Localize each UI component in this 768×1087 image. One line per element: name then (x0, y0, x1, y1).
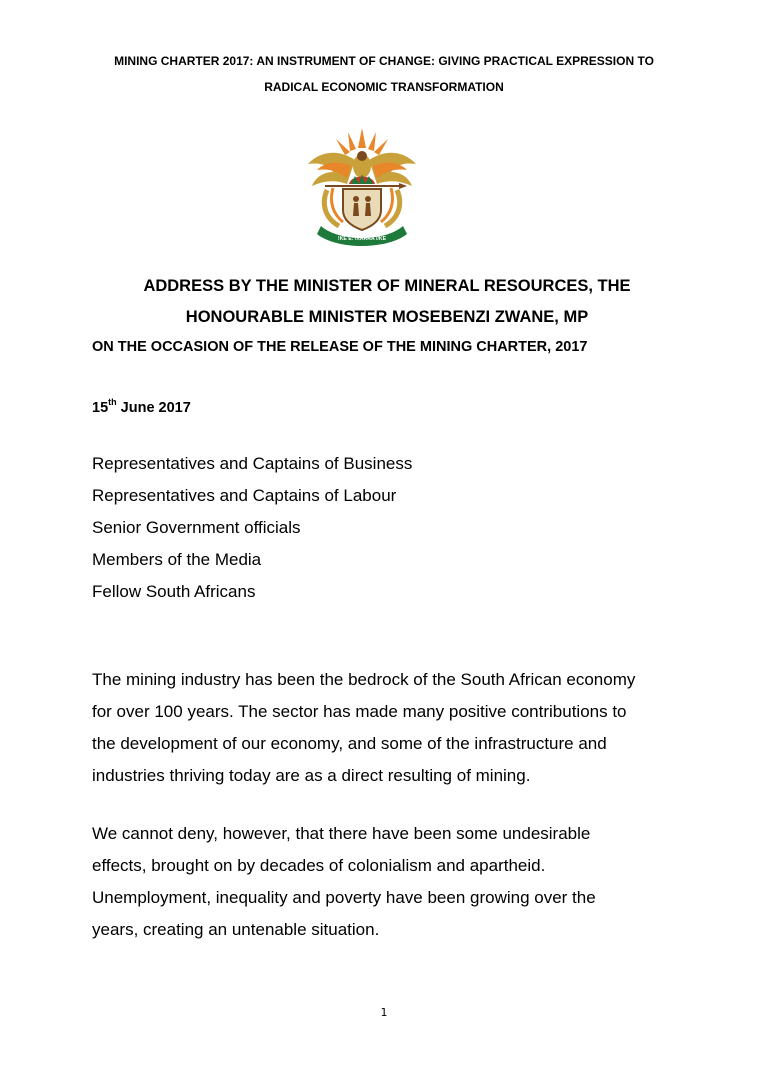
address-date (92, 398, 191, 416)
shield (343, 189, 381, 230)
motto-text: !KE E: /XARRA //KE (337, 236, 387, 242)
header-line-2: RADICAL ECONOMIC TRANSFORMATION (264, 80, 504, 94)
paragraph-line: for over 100 years. The sector has made many positive contributions to (92, 702, 627, 721)
date-rest: June 2017 (116, 399, 191, 416)
paragraph-line: The mining industry has been the bedrock of the South African economy (92, 670, 636, 689)
header-line-1: MINING CHARTER 2017: AN INSTRUMENT OF CHANGE: GIVING PRACTICAL EXPRESSION TO (114, 54, 654, 68)
paragraph-line: We cannot deny, however, that there have been some undesirable (92, 824, 591, 843)
paragraph-mining-industry (92, 664, 692, 792)
salutation-item: Representatives and Captains of Labour (92, 486, 397, 505)
date-suffix: th (108, 397, 117, 407)
title-line-1: ADDRESS BY THE MINISTER OF MINERAL RESOURCES, THE (143, 277, 631, 295)
document-header (60, 48, 708, 100)
paragraph-undesirable-effects (92, 818, 692, 946)
title-line-2: HONOURABLE MINISTER MOSEBENZI ZWANE, MP (185, 308, 589, 326)
page-number: 1 (380, 1006, 388, 1019)
paragraph-line: Unemployment, inequality and poverty have been growing over the (92, 888, 596, 907)
date-day: 15 (92, 399, 109, 416)
paragraph-line: years, creating an untenable situation. (92, 920, 380, 939)
salutation-item: Fellow South Africans (92, 582, 256, 601)
salutation-item: Representatives and Captains of Business (92, 454, 413, 473)
sun-rays (336, 128, 388, 155)
salutation-item: Members of the Media (92, 550, 262, 569)
paragraph-line: industries thriving today are as a direct resulting of mining. (92, 766, 531, 785)
salutation-list (92, 451, 412, 611)
coat-of-arms-icon (303, 126, 421, 246)
paragraph-line: effects, brought on by decades of colonialism and apartheid. (92, 856, 546, 875)
paragraph-line: the development of our economy, and some of the infrastructure and (92, 734, 607, 753)
title-line-3: ON THE OCCASION OF THE RELEASE OF THE MINING CHARTER, 2017 (92, 339, 588, 355)
address-title (92, 273, 682, 359)
salutation-item: Senior Government officials (92, 518, 301, 537)
